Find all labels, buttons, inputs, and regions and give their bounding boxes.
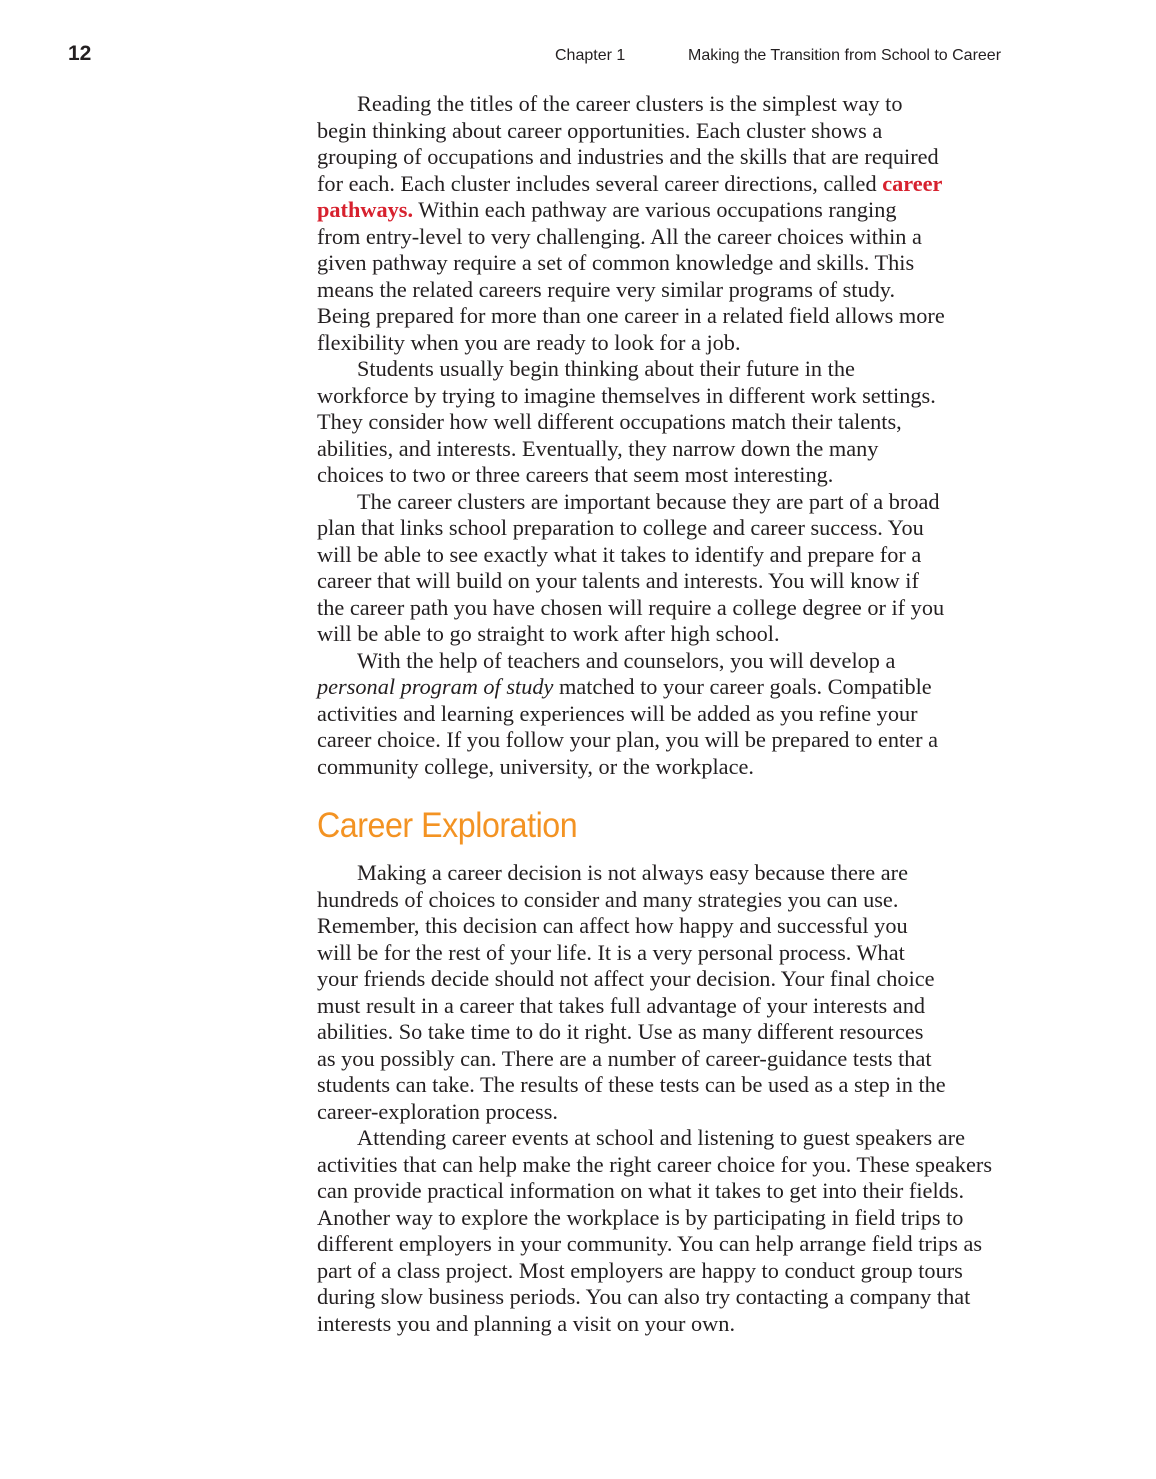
text-line (317, 224, 1037, 251)
emphasis-text: personal program of study (317, 674, 554, 699)
paragraph (317, 1125, 1037, 1337)
text-run: career that will build on your talents and interests. You will know if (317, 568, 919, 593)
text-line (317, 940, 1037, 967)
text-line (317, 250, 1037, 277)
text-run: from entry-level to very challenging. All the career choices within a (317, 223, 922, 249)
text-line (317, 674, 1037, 701)
text-run: Another way to explore the workplace is by participating in field trips to (317, 1204, 964, 1230)
text-line (317, 568, 1037, 595)
text-line (317, 860, 1037, 887)
text-run: abilities, and interests. Eventually, they narrow down the many (317, 435, 879, 461)
text-line (317, 1125, 1037, 1152)
chapter-label: Chapter 1 (555, 47, 626, 64)
text-run: They consider how well different occupations match their talents, (317, 409, 902, 434)
text-run: community college, university, or the workplace. (317, 753, 754, 779)
text-line (317, 462, 1037, 489)
text-line (317, 1258, 1037, 1285)
text-line (317, 727, 1037, 754)
text-line (317, 1205, 1037, 1232)
text-line (317, 91, 1037, 118)
text-run: different employers in your community. You can help arrange field trips as (317, 1231, 983, 1256)
text-line (317, 754, 1037, 781)
section-career-exploration-body (317, 860, 1037, 1337)
text-run: career choice. If you follow your plan, you will be prepared to enter a (317, 727, 938, 752)
text-line (317, 489, 1037, 516)
text-line (317, 383, 1037, 410)
text-line (317, 913, 1037, 940)
text-line (317, 1099, 1037, 1126)
text-line (317, 144, 1037, 171)
text-run: abilities. So take time to do it right. Use as many different resources (317, 1019, 924, 1044)
text-run: activities and learning experiences will be added as you refine your (317, 700, 918, 726)
text-line (317, 277, 1037, 304)
text-line (317, 330, 1037, 357)
text-run: Within each pathway are various occupations ranging (413, 197, 897, 222)
text-run: means the related careers require very similar programs of study. (317, 276, 896, 302)
text-line (317, 542, 1037, 569)
text-line (317, 303, 1037, 330)
text-run: plan that links school preparation to college and career success. You (317, 515, 924, 540)
text-run: The career clusters are important because they are part of a broad (357, 488, 940, 514)
text-run: choices to two or three careers that seem most interesting. (317, 462, 834, 487)
text-line (317, 1178, 1037, 1205)
text-line (317, 621, 1037, 648)
text-run: grouping of occupations and industries and the skills that are required (317, 144, 939, 169)
text-run: Students usually begin thinking about their future in the (357, 356, 855, 381)
text-run: Remember, this decision can affect how happy and successful you (317, 913, 908, 938)
text-line (317, 1311, 1037, 1338)
text-line (317, 1019, 1037, 1046)
text-run: during slow business periods. You can also try contacting a company that (317, 1284, 971, 1309)
text-line (317, 887, 1037, 914)
text-line (317, 118, 1037, 145)
page-number: 12 (68, 42, 92, 65)
paragraph (317, 356, 1037, 489)
text-line (317, 197, 1037, 224)
text-run: can provide practical information on what it takes to get into their fields. (317, 1178, 965, 1203)
key-term: career (882, 170, 943, 196)
text-run: Attending career events at school and listening to guest speakers are (357, 1125, 966, 1150)
text-run: Being prepared for more than one career in a related field allows more (317, 303, 945, 328)
paragraph (317, 860, 1037, 1125)
text-run: part of a class project. Most employers are happy to conduct group tours (317, 1257, 963, 1283)
text-line (317, 701, 1037, 728)
text-line (317, 648, 1037, 675)
text-run: workforce by trying to imagine themselves in different work settings. (317, 382, 936, 408)
text-line (317, 436, 1037, 463)
text-run: will be able to go straight to work after high school. (317, 621, 780, 646)
text-run: will be able to see exactly what it takes to identify and prepare for a (317, 541, 922, 567)
text-run: your friends decide should not affect your decision. Your final choice (317, 966, 935, 991)
text-line (317, 595, 1037, 622)
text-run: will be for the rest of your life. It is a very personal process. What (317, 939, 905, 965)
paragraph (317, 489, 1037, 648)
key-term: pathways. (317, 197, 414, 222)
section-heading: Career Exploration (317, 806, 578, 845)
text-run: activities that can help make the right career choice for you. These speakers (317, 1151, 993, 1177)
text-run: begin thinking about career opportunities. Each cluster shows a (317, 117, 883, 143)
text-line (317, 356, 1037, 383)
section-intro-body (317, 91, 1037, 780)
text-run: for each. Each cluster includes several career directions, called (317, 170, 883, 196)
text-line (317, 1231, 1037, 1258)
chapter-title: Making the Transition from School to Career (688, 47, 1002, 64)
text-run: students can take. The results of these tests can be used as a step in the (317, 1072, 946, 1097)
text-run: interests you and planning a visit on your own. (317, 1310, 736, 1336)
text-run: given pathway require a set of common knowledge and skills. This (317, 250, 915, 275)
text-line (317, 1152, 1037, 1179)
text-line (317, 409, 1037, 436)
paragraph (317, 91, 1037, 356)
text-line (317, 966, 1037, 993)
text-run: matched to your career goals. Compatible (553, 674, 932, 699)
text-run: Reading the titles of the career clusters is the simplest way to (357, 91, 903, 116)
text-line (317, 1072, 1037, 1099)
text-run: With the help of teachers and counselors, you will develop a (357, 647, 896, 673)
text-line (317, 993, 1037, 1020)
text-run: must result in a career that takes full advantage of your interests and (317, 992, 925, 1018)
text-line (317, 1284, 1037, 1311)
text-run: flexibility when you are ready to look for a job. (317, 329, 741, 355)
text-run: hundreds of choices to consider and many strategies you can use. (317, 886, 899, 912)
text-run: as you possibly can. There are a number of career-guidance tests that (317, 1045, 932, 1071)
text-line (317, 171, 1037, 198)
text-line (317, 1046, 1037, 1073)
text-line (317, 515, 1037, 542)
paragraph (317, 648, 1037, 781)
text-run: Making a career decision is not always easy because there are (357, 860, 908, 885)
text-run: the career path you have chosen will require a college degree or if you (317, 594, 945, 620)
text-run: career-exploration process. (317, 1098, 558, 1124)
